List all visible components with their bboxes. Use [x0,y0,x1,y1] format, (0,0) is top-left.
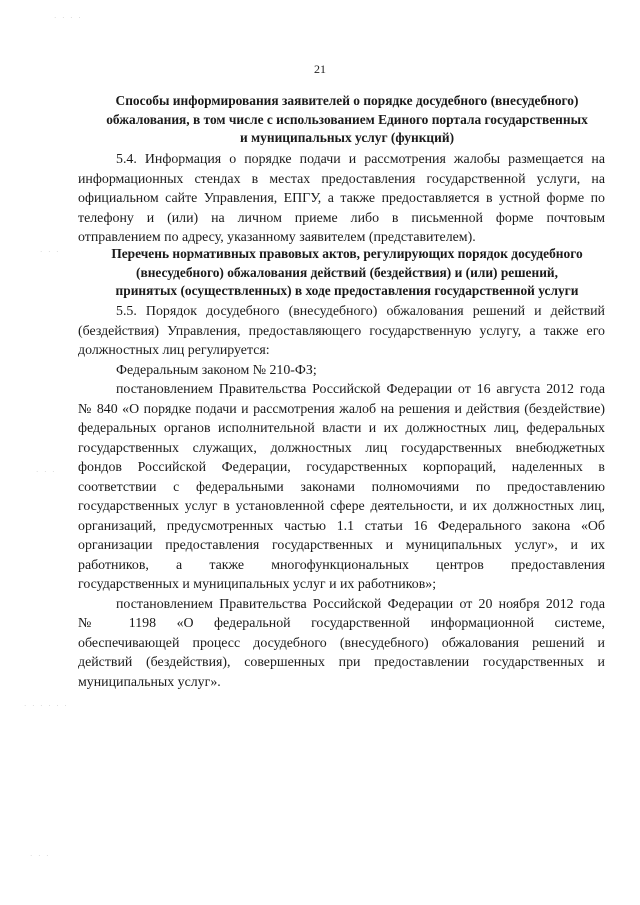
heading-line: (внесудебного) обжалования действий (бездействия) и (или) решений, [136,264,558,280]
section-heading-legal-acts [78,245,616,301]
paragraph-line: государственных служащих, должностных лиц государственных внебюджетных [78,440,605,456]
paragraph-line: обеспечивающей процесс досудебного (внесудебного) обжалования решений и [78,635,605,651]
paragraph-line: № 840 «О порядке подачи и рассмотрения жалоб на решения и действия (бездействие) [78,401,605,417]
heading-line: и муниципальных услуг (функций) [239,130,455,145]
paragraph-line: работников, а также многофункциональных центров предоставления [78,557,605,573]
scan-artifact: · · · [30,852,51,860]
heading-line: принятых (осуществленных) в ходе предоставления государственной услуги [115,283,579,298]
paragraph-5-5 [78,302,605,692]
paragraph-line: телефону и (или) на личном приеме либо в письменной форме почтовым [78,210,605,226]
paragraph-line: Федеральным законом № 210-ФЗ; [116,362,317,378]
paragraph-line: соответствии с федеральными законами полномочиями по предоставлению [78,479,605,495]
paragraph-line: муниципальных услуг». [78,674,221,690]
paragraph-line: организации предоставления государственных и муниципальных услуг», и их [78,538,605,553]
paragraph-line: № 1198 «О федеральной государственной информационной системе, [78,616,605,631]
paragraph-line: 5.5. Порядок досудебного (внесудебного) обжалования решений и действий [116,304,605,319]
scan-artifact: · · · [40,248,61,256]
paragraph-line: 5.4. Информация о порядке подачи и рассмотрения жалобы размещается на [116,152,605,167]
paragraph-line: организаций, предусмотренных частью 1.1 статьи 16 Федерального закона «Об [78,518,605,534]
paragraph-line: действий (бездействия), совершенных при предоставлении государственных и [78,655,605,670]
page-number: 21 [314,62,326,76]
paragraph-line: фондов Российской Федерации, государственных корпораций, наделенных в [78,460,605,475]
paragraph-line: информационных стендах в местах предоставления государственной услуги, на [78,171,605,187]
heading-line: обжалования, в том числе с использованием Единого портала государственных [106,111,588,127]
heading-line: Перечень нормативных правовых актов, регулирующих порядок досудебного [111,246,583,261]
paragraph-line: федеральных органов исполнительной власти и их должностных лиц, федеральных [78,421,605,436]
paragraph-line: государственных и муниципальных услуг и их работников»; [78,577,437,592]
scan-artifact: · · · [36,468,57,476]
paragraph-line: отправлением по адресу, указанному заявителем (представителем). [78,230,476,245]
paragraph-line: постановлением Правительства Российской Федерации от 20 ноября 2012 года [116,596,605,612]
paragraph-line: официальном сайте Управления, ЕПГУ, а также предоставляется в устной форме по [78,191,605,206]
paragraph-line: государственных услуг в установленной сфере деятельности, и их должностных лиц, [78,499,605,514]
heading-line: Способы информирования заявителей о порядке досудебного (внесудебного) [115,93,579,108]
section-heading-informing [78,92,616,148]
paragraph-line: постановлением Правительства Российской Федерации от 16 августа 2012 года [116,382,605,397]
paragraph-line: должностных лиц регулируется: [78,343,270,358]
scan-artifact: · · · · · · [24,702,69,710]
paragraph-line: (бездействия) Управления, предоставляющего государственную услугу, а также его [78,323,605,339]
scan-artifact: · · · · [54,14,83,22]
paragraph-5-4 [78,150,605,248]
